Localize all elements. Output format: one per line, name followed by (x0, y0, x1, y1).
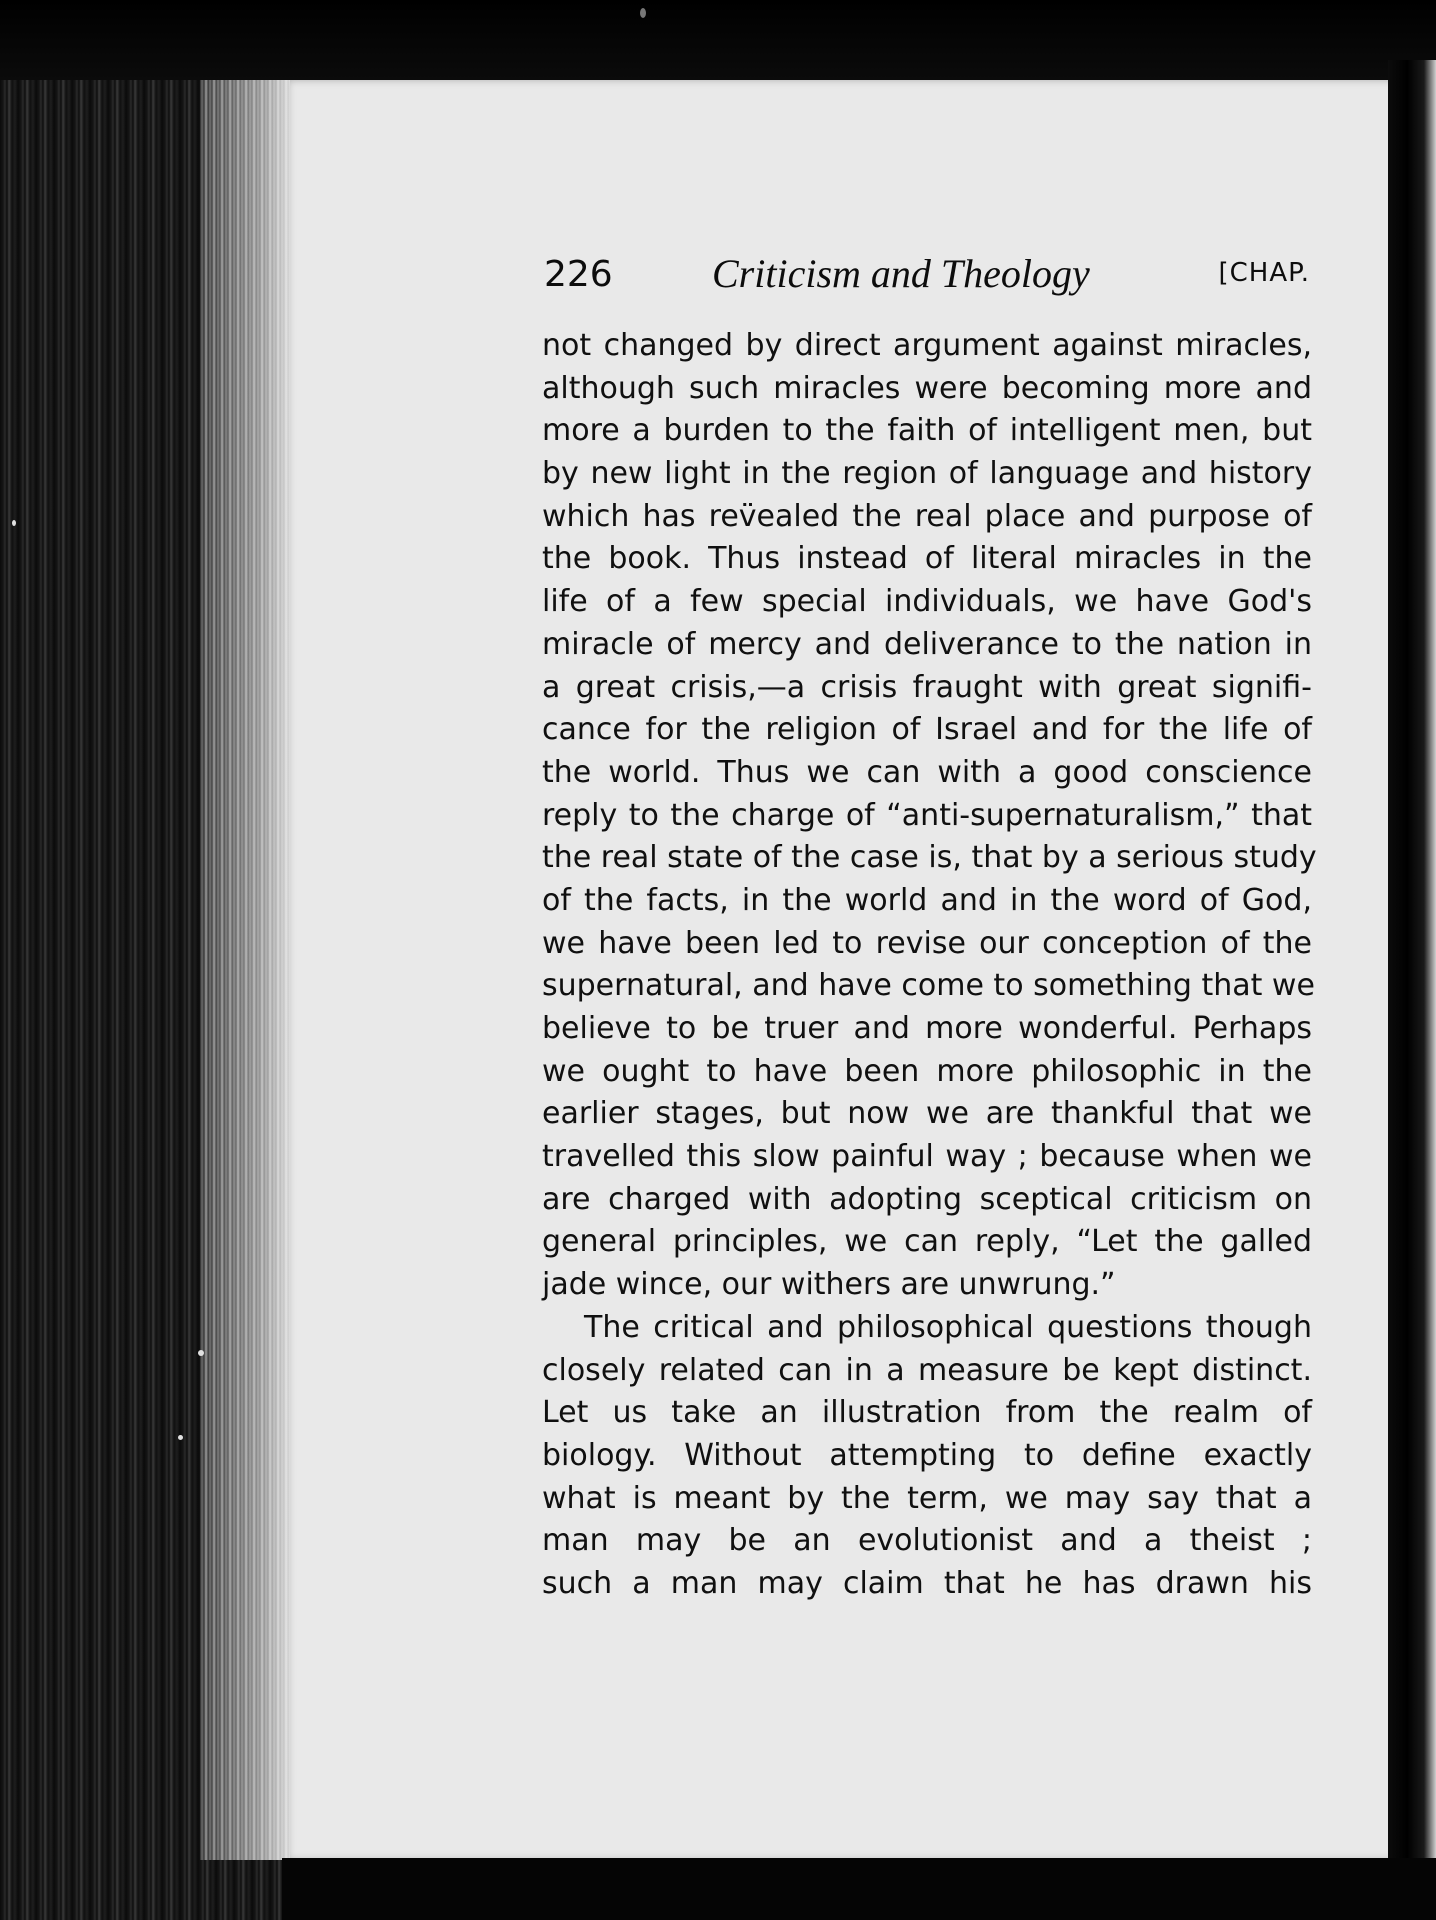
text-line: such a man may claim that he has drawn his (542, 1565, 1312, 1601)
text-line: not changed by direct argument against miracles, (542, 328, 1312, 363)
text-line: jade wince, our withers are unwrung.” (542, 1267, 1116, 1303)
text-line: although such miracles were becoming more and (542, 370, 1312, 406)
text-line: The critical and philosophical questions though (584, 1309, 1312, 1345)
bottom-scan-shadow (282, 1858, 1436, 1920)
text-line: earlier stages, but now we are thankful that we (542, 1096, 1312, 1132)
text-line: by new light in the region of language and history (542, 456, 1312, 492)
text-line: more a burden to the faith of intelligent men, but (542, 413, 1312, 449)
text-line: the world. Thus we can with a good conscience (542, 754, 1312, 790)
text-line: life of a few special individuals, we have God's (542, 584, 1312, 620)
text-line: we have been led to revise our conception of the (542, 925, 1312, 961)
text-line: Let us take an illustration from the realm of (542, 1395, 1312, 1431)
top-scan-shadow (0, 0, 1436, 80)
text-line: man may be an evolutionist and a theist ; (542, 1523, 1312, 1559)
text-line: supernatural, and have come to something that we (542, 968, 1315, 1004)
text-line: believe to be truer and more wonderful. Perhaps (542, 1011, 1312, 1046)
text-line: the book. Thus instead of literal miracles in the (542, 541, 1312, 577)
text-line: general principles, we can reply, “Let the galled (542, 1224, 1312, 1260)
text-line: a great crisis,—a crisis fraught with great signifi- (542, 669, 1312, 705)
page-number: 226 (544, 254, 613, 295)
binding-speck (198, 1350, 204, 1356)
binding-speck (640, 8, 646, 18)
body-text (542, 325, 1317, 1606)
text-line: cance for the religion of Israel and for the life of (542, 712, 1312, 748)
text-line: travelled this slow painful way ; because when we (542, 1139, 1312, 1175)
text-line: what is meant by the term, we may say that a (542, 1480, 1312, 1516)
page-gutter-stripes (200, 80, 290, 1860)
text-line: biology. Without attempting to define exactly (542, 1437, 1312, 1473)
text-line: miracle of mercy and deliverance to the nation in (542, 626, 1312, 662)
binding-speck (178, 1435, 183, 1440)
chapter-marker: [CHAP. (1218, 258, 1310, 288)
binding-speck (12, 520, 16, 526)
text-line: which has rev̈ealed the real place and purpose of (542, 498, 1312, 534)
right-scan-shadow (1388, 60, 1436, 1920)
text-line: reply to the charge of “anti-supernaturalism,” that (542, 797, 1312, 833)
text-line: the real state of the case is, that by a serious study (542, 840, 1317, 876)
text-line: are charged with adopting sceptical criticism on (542, 1181, 1312, 1217)
text-line: closely related can in a measure be kept distinct. (542, 1352, 1312, 1388)
running-title: Criticism and Theology (712, 251, 1090, 296)
running-header (544, 250, 1310, 302)
text-line: we ought to have been more philosophic in the (542, 1053, 1312, 1089)
text-line: of the facts, in the world and in the word of God, (542, 882, 1312, 918)
